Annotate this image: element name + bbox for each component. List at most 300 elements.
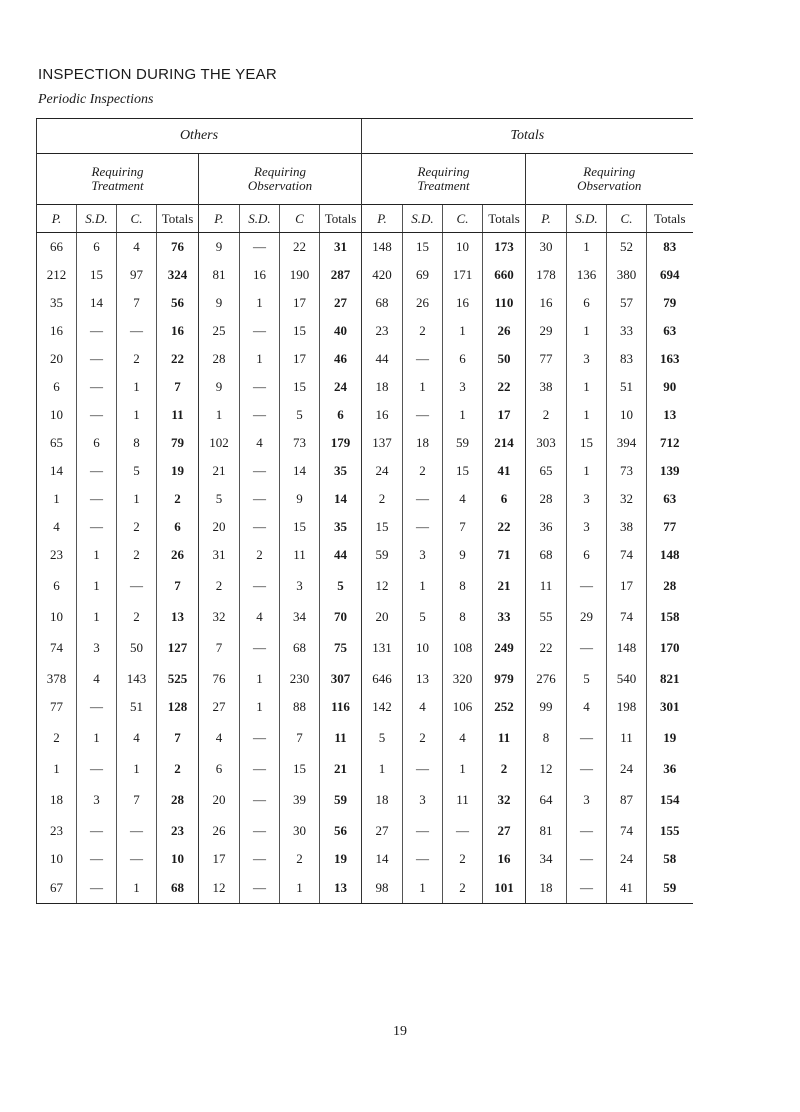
table-cell: 12 (526, 755, 567, 783)
table-cell: 16 (362, 401, 403, 429)
table-cell: — (403, 817, 443, 845)
table-cell: 25 (199, 317, 240, 345)
col-header: C. (607, 205, 647, 233)
table-cell: 17 (607, 569, 647, 603)
table-cell: 8 (443, 569, 483, 603)
table-cell: 6 (199, 755, 240, 783)
table-cell: 23 (37, 541, 77, 569)
table-cell: 18 (526, 873, 567, 904)
table-cell: 27 (320, 289, 362, 317)
table-cell: — (117, 569, 157, 603)
table-cell: 20 (199, 513, 240, 541)
table-cell: 15 (280, 317, 320, 345)
table-cell: — (240, 485, 280, 513)
table-cell: 252 (483, 693, 526, 721)
table-cell: 22 (526, 631, 567, 665)
table-cell: 1 (77, 541, 117, 569)
subgroup-totals-treatment: Requiring Treatment (362, 154, 526, 205)
table-cell: 15 (362, 513, 403, 541)
table-cell: 163 (647, 345, 693, 373)
table-cell: 26 (199, 817, 240, 845)
table-cell: 13 (157, 603, 199, 631)
table-row (37, 373, 693, 401)
table-cell: 68 (526, 541, 567, 569)
table-cell: 1 (37, 755, 77, 783)
table-cell: 116 (320, 693, 362, 721)
table-cell: 10 (37, 845, 77, 873)
table-cell: 4 (443, 721, 483, 755)
table-cell: 17 (280, 345, 320, 373)
table-cell: 2 (403, 317, 443, 345)
table-cell: 26 (157, 541, 199, 569)
table-cell: 32 (607, 485, 647, 513)
table-cell: 380 (607, 261, 647, 289)
table-cell: 29 (526, 317, 567, 345)
table-cell: 23 (37, 817, 77, 845)
table-cell: 56 (320, 817, 362, 845)
table-cell: 22 (483, 373, 526, 401)
table-cell: 2 (117, 345, 157, 373)
table-cell: — (77, 873, 117, 904)
table-cell: 14 (320, 485, 362, 513)
table-cell: 2 (403, 457, 443, 485)
table-cell: 190 (280, 261, 320, 289)
table-cell: 11 (607, 721, 647, 755)
table-cell: 24 (320, 373, 362, 401)
table-cell: 1 (403, 569, 443, 603)
table-cell: 13 (403, 665, 443, 693)
table-cell: 74 (607, 603, 647, 631)
table-cell: 301 (647, 693, 693, 721)
table-cell: 15 (403, 233, 443, 262)
col-header: Totals (647, 205, 693, 233)
table-cell: 2 (240, 541, 280, 569)
table-cell: 3 (567, 513, 607, 541)
table-cell: 158 (647, 603, 693, 631)
table-cell: 10 (403, 631, 443, 665)
table-cell: — (403, 345, 443, 373)
table-cell: 31 (199, 541, 240, 569)
table-cell: 10 (607, 401, 647, 429)
table-cell: 15 (77, 261, 117, 289)
table-cell: 18 (403, 429, 443, 457)
table-cell: 11 (443, 783, 483, 817)
table-cell: 99 (526, 693, 567, 721)
table-cell: 21 (199, 457, 240, 485)
table-cell: 79 (157, 429, 199, 457)
table-cell: — (240, 873, 280, 904)
table-cell: — (567, 569, 607, 603)
table-cell: 74 (37, 631, 77, 665)
table-cell: 170 (647, 631, 693, 665)
table-cell: 52 (607, 233, 647, 262)
table-cell: 7 (157, 373, 199, 401)
table-cell: 7 (117, 783, 157, 817)
table-cell: 198 (607, 693, 647, 721)
table-cell: 76 (199, 665, 240, 693)
table-cell: 102 (199, 429, 240, 457)
col-header: C (280, 205, 320, 233)
table-cell: 694 (647, 261, 693, 289)
table-cell: 16 (240, 261, 280, 289)
table-cell: — (240, 755, 280, 783)
table-cell: 26 (403, 289, 443, 317)
table-cell: 5 (280, 401, 320, 429)
col-header: P. (37, 205, 77, 233)
table-cell: 21 (320, 755, 362, 783)
table-cell: 6 (567, 289, 607, 317)
table-cell: 11 (157, 401, 199, 429)
table-cell: — (567, 721, 607, 755)
subgroup-totals-observation: Requiring Observation (526, 154, 693, 205)
page-subheading: Periodic Inspections (38, 92, 154, 107)
table-cell: 30 (526, 233, 567, 262)
table-row (37, 603, 693, 631)
table-cell: 230 (280, 665, 320, 693)
table-cell: 65 (526, 457, 567, 485)
table-row (37, 429, 693, 457)
table-cell: 148 (362, 233, 403, 262)
table-cell: 23 (157, 817, 199, 845)
table-cell: 303 (526, 429, 567, 457)
table-cell: 4 (240, 603, 280, 631)
table-cell: 16 (483, 845, 526, 873)
table-cell: 16 (37, 317, 77, 345)
table-cell: 22 (280, 233, 320, 262)
table-cell: — (77, 373, 117, 401)
table-cell: 540 (607, 665, 647, 693)
table-cell: 66 (37, 233, 77, 262)
table-cell: 179 (320, 429, 362, 457)
table-cell: 110 (483, 289, 526, 317)
table-cell: 77 (647, 513, 693, 541)
table-cell: 68 (280, 631, 320, 665)
table-cell: 1 (199, 401, 240, 429)
table-cell: 6 (37, 569, 77, 603)
table-row (37, 873, 693, 904)
table-row (37, 541, 693, 569)
table-cell: 8 (526, 721, 567, 755)
table-cell: 1 (567, 233, 607, 262)
table-cell: 1 (567, 317, 607, 345)
group-totals: Totals (362, 119, 693, 154)
table-cell: 83 (607, 345, 647, 373)
table-cell: 4 (567, 693, 607, 721)
table-cell: 6 (483, 485, 526, 513)
col-header: P. (362, 205, 403, 233)
table-cell: 30 (280, 817, 320, 845)
table-cell: 27 (199, 693, 240, 721)
table-cell: 22 (483, 513, 526, 541)
table-cell: 27 (362, 817, 403, 845)
table-cell: 77 (37, 693, 77, 721)
table-row (37, 783, 693, 817)
table-cell: 10 (37, 401, 77, 429)
table-cell: 2 (199, 569, 240, 603)
table-cell: — (567, 817, 607, 845)
table-cell: 63 (647, 485, 693, 513)
table-cell: 79 (647, 289, 693, 317)
table-cell: 525 (157, 665, 199, 693)
table-cell: 12 (199, 873, 240, 904)
table-row (37, 693, 693, 721)
table-cell: 22 (157, 345, 199, 373)
table-cell: 1 (443, 755, 483, 783)
table-cell: 7 (157, 721, 199, 755)
subgroup-others-observation: Requiring Observation (199, 154, 362, 205)
table-cell: 55 (526, 603, 567, 631)
table-cell: 2 (157, 755, 199, 783)
table-cell: 17 (199, 845, 240, 873)
table-cell: 7 (443, 513, 483, 541)
table-cell: 3 (280, 569, 320, 603)
table-cell: 9 (280, 485, 320, 513)
table-cell: 142 (362, 693, 403, 721)
table-cell: 2 (280, 845, 320, 873)
table-cell: 20 (362, 603, 403, 631)
table-cell: 1 (567, 401, 607, 429)
table-cell: 5 (199, 485, 240, 513)
table-cell: — (77, 485, 117, 513)
table-cell: 50 (117, 631, 157, 665)
table-cell: 65 (37, 429, 77, 457)
table-cell: 2 (443, 845, 483, 873)
table-cell: 2 (526, 401, 567, 429)
table-cell: 87 (607, 783, 647, 817)
table-cell: 12 (362, 569, 403, 603)
table-row (37, 755, 693, 783)
table-cell: 4 (117, 233, 157, 262)
table-cell: 9 (199, 373, 240, 401)
table-cell: 1 (240, 693, 280, 721)
table-cell: 249 (483, 631, 526, 665)
table-cell: 178 (526, 261, 567, 289)
table-cell: 173 (483, 233, 526, 262)
table-cell: — (240, 401, 280, 429)
table-cell: 1 (403, 873, 443, 904)
table-cell: 67 (37, 873, 77, 904)
table-cell: — (567, 631, 607, 665)
table-cell: 75 (320, 631, 362, 665)
col-header: S.D. (77, 205, 117, 233)
col-header: Totals (483, 205, 526, 233)
table-cell: 5 (567, 665, 607, 693)
table-cell: 11 (320, 721, 362, 755)
table-cell: 11 (526, 569, 567, 603)
table-cell: 11 (280, 541, 320, 569)
table-cell: 41 (483, 457, 526, 485)
table-cell: 27 (483, 817, 526, 845)
table-cell: 21 (483, 569, 526, 603)
page-heading: INSPECTION DURING THE YEAR (38, 66, 277, 83)
table-cell: 1 (443, 317, 483, 345)
table-cell: — (567, 873, 607, 904)
table-cell: 2 (37, 721, 77, 755)
table-cell: 88 (280, 693, 320, 721)
table-cell: 23 (362, 317, 403, 345)
table-cell: — (403, 755, 443, 783)
table-cell: 10 (157, 845, 199, 873)
table-cell: 29 (567, 603, 607, 631)
table-row (37, 665, 693, 693)
table-cell: 90 (647, 373, 693, 401)
table-cell: 979 (483, 665, 526, 693)
table-cell: 1 (77, 721, 117, 755)
table-cell: 11 (483, 721, 526, 755)
table-cell: — (240, 233, 280, 262)
table-cell: 7 (280, 721, 320, 755)
table-cell: 3 (77, 631, 117, 665)
table-cell: 106 (443, 693, 483, 721)
table-cell: 1 (77, 603, 117, 631)
col-header: S.D. (240, 205, 280, 233)
table-cell: 19 (647, 721, 693, 755)
table-cell: 136 (567, 261, 607, 289)
table-cell: 50 (483, 345, 526, 373)
table-cell: 34 (280, 603, 320, 631)
table-row (37, 817, 693, 845)
table-cell: — (77, 513, 117, 541)
table-cell: 2 (483, 755, 526, 783)
table-cell: 39 (280, 783, 320, 817)
table-cell: 4 (240, 429, 280, 457)
group-header-row (37, 119, 693, 154)
table-cell: 127 (157, 631, 199, 665)
table-cell: 24 (607, 845, 647, 873)
table-cell: 320 (443, 665, 483, 693)
table-cell: 24 (607, 755, 647, 783)
table-cell: — (240, 631, 280, 665)
table-cell: 15 (280, 755, 320, 783)
table-cell: 1 (77, 569, 117, 603)
table-cell: — (117, 317, 157, 345)
table-cell: — (240, 721, 280, 755)
table-cell: 1 (280, 873, 320, 904)
column-header-row (37, 205, 693, 233)
table-cell: 1 (117, 373, 157, 401)
table-cell: 15 (280, 373, 320, 401)
subgroup-header-row (37, 154, 693, 205)
group-others: Others (37, 119, 362, 154)
table-cell: 1 (567, 457, 607, 485)
table-cell: 59 (443, 429, 483, 457)
table-cell: 1 (240, 289, 280, 317)
table-cell: 98 (362, 873, 403, 904)
table-cell: — (77, 317, 117, 345)
table-cell: 26 (483, 317, 526, 345)
col-header: Totals (320, 205, 362, 233)
table-cell: 394 (607, 429, 647, 457)
table-row (37, 401, 693, 429)
table-cell: — (240, 513, 280, 541)
table-cell: 15 (443, 457, 483, 485)
table-cell: 137 (362, 429, 403, 457)
table-cell: 287 (320, 261, 362, 289)
table-cell: 81 (526, 817, 567, 845)
table-cell: 74 (607, 817, 647, 845)
table-cell: 2 (443, 873, 483, 904)
table-cell: 15 (280, 513, 320, 541)
table-cell: — (77, 817, 117, 845)
table-cell: 44 (362, 345, 403, 373)
table-cell: 4 (443, 485, 483, 513)
table-cell: 3 (403, 783, 443, 817)
table-row (37, 845, 693, 873)
table-cell: 155 (647, 817, 693, 845)
table-cell: — (77, 457, 117, 485)
table-cell: 148 (607, 631, 647, 665)
table-cell: 34 (526, 845, 567, 873)
table-row (37, 513, 693, 541)
table-cell: — (117, 817, 157, 845)
table-cell: 171 (443, 261, 483, 289)
table-cell: 108 (443, 631, 483, 665)
table-cell: 13 (320, 873, 362, 904)
table-cell: 6 (443, 345, 483, 373)
table-cell: — (240, 317, 280, 345)
table-cell: 3 (403, 541, 443, 569)
page-number: 19 (393, 1024, 407, 1039)
table-cell: 1 (117, 755, 157, 783)
table-cell: 2 (117, 513, 157, 541)
table-cell: 2 (117, 603, 157, 631)
table-cell: 17 (280, 289, 320, 317)
table-cell: 8 (117, 429, 157, 457)
table-cell: 16 (443, 289, 483, 317)
table-cell: 2 (157, 485, 199, 513)
table-cell: 10 (37, 603, 77, 631)
table-cell: — (77, 401, 117, 429)
table-cell: 51 (607, 373, 647, 401)
table-cell: 20 (199, 783, 240, 817)
table-cell: 1 (567, 373, 607, 401)
table-cell: 3 (443, 373, 483, 401)
col-header: C. (117, 205, 157, 233)
table-cell: 38 (607, 513, 647, 541)
table-cell: 35 (320, 457, 362, 485)
table-cell: 36 (647, 755, 693, 783)
table-cell: 81 (199, 261, 240, 289)
table-cell: 10 (443, 233, 483, 262)
table-cell: 9 (199, 289, 240, 317)
table-cell: 77 (526, 345, 567, 373)
table-cell: — (403, 845, 443, 873)
table-cell: — (77, 693, 117, 721)
table-cell: 139 (647, 457, 693, 485)
table-cell: 97 (117, 261, 157, 289)
table-cell: 6 (320, 401, 362, 429)
table-cell: 143 (117, 665, 157, 693)
table-row (37, 289, 693, 317)
table-cell: — (567, 845, 607, 873)
table-cell: 131 (362, 631, 403, 665)
table-cell: 28 (157, 783, 199, 817)
table-cell: 3 (567, 485, 607, 513)
table-cell: 4 (403, 693, 443, 721)
table-cell: 1 (443, 401, 483, 429)
table-cell: 660 (483, 261, 526, 289)
table-body (37, 233, 693, 904)
table-cell: 36 (526, 513, 567, 541)
table-cell: 3 (567, 345, 607, 373)
table-cell: 32 (199, 603, 240, 631)
table-cell: 40 (320, 317, 362, 345)
table-cell: 4 (37, 513, 77, 541)
table-cell: 712 (647, 429, 693, 457)
table-cell: — (403, 513, 443, 541)
table-cell: 59 (647, 873, 693, 904)
table-cell: 5 (362, 721, 403, 755)
